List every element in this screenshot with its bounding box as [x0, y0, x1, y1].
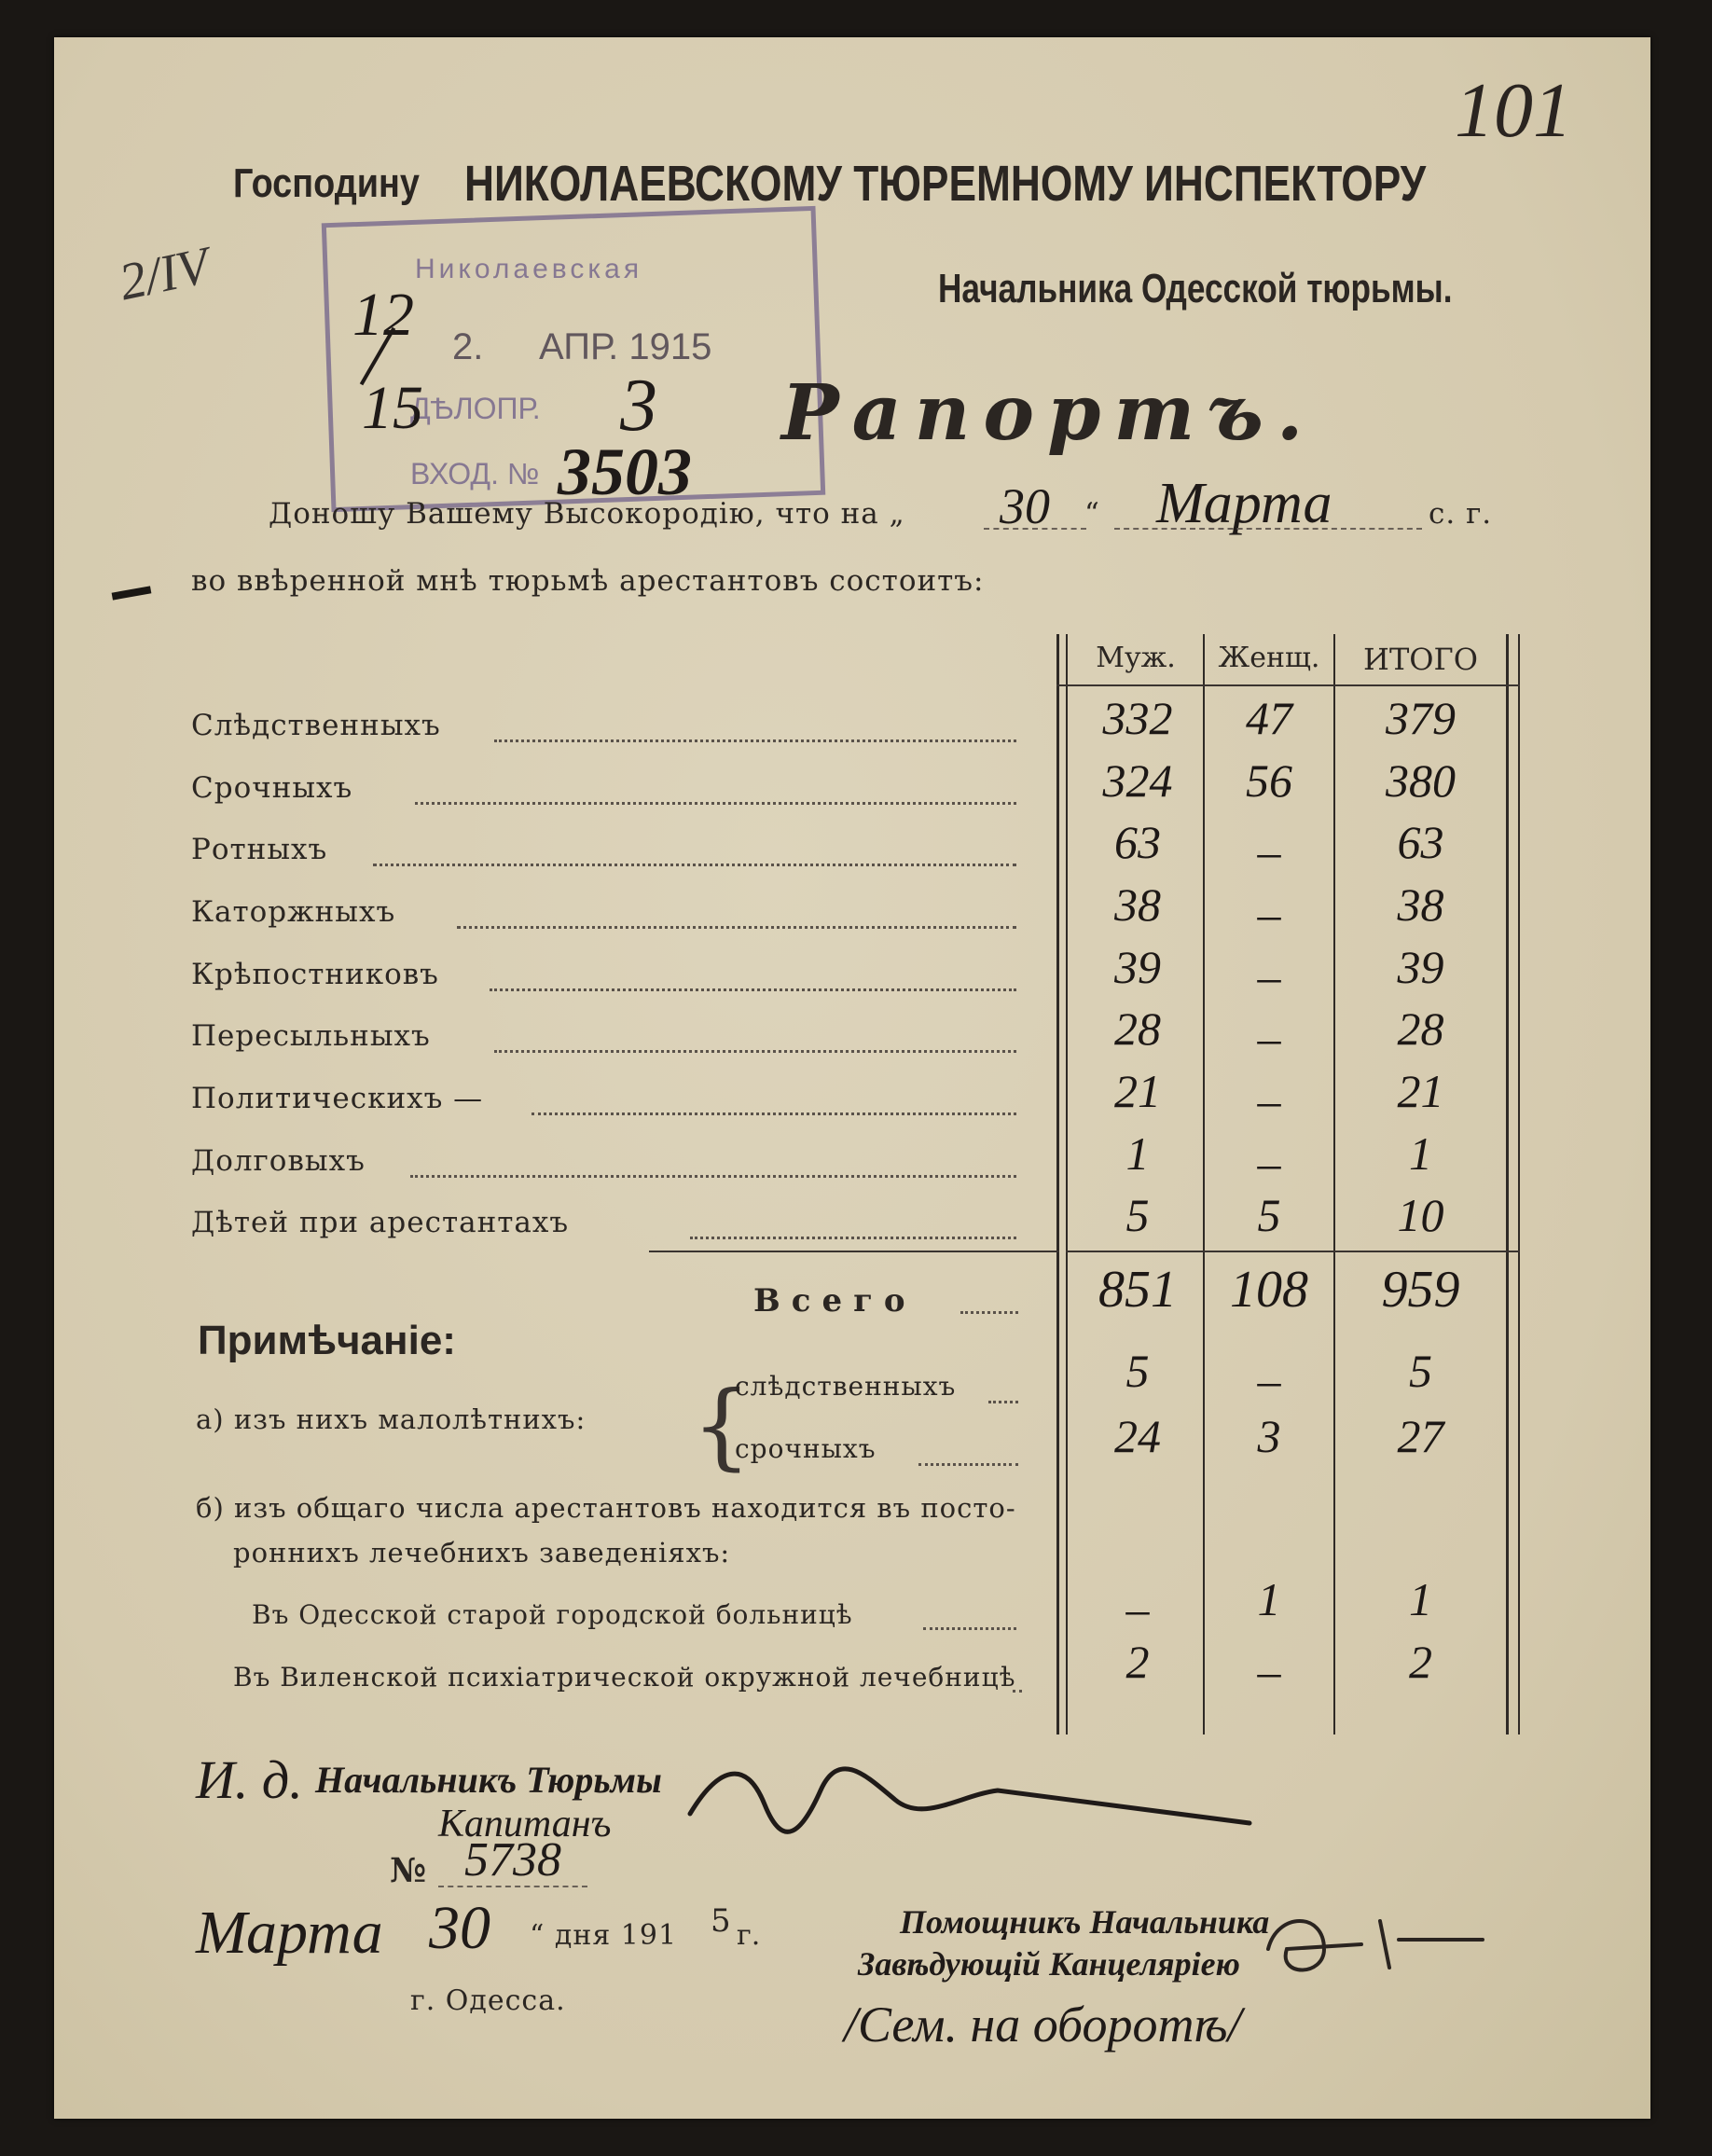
row-label: Долговыхъ: [191, 1144, 366, 1178]
cell-total: 380: [1386, 754, 1456, 807]
document-heading: Рапортъ.: [781, 368, 1317, 458]
row-label: Въ Одесской старой городской больницѣ: [252, 1599, 853, 1630]
stamp-fraction-top: 12: [352, 281, 414, 349]
outgoing-number-label: №: [390, 1851, 427, 1890]
city: г. Одесса.: [410, 1984, 566, 2017]
table-total-rule: [649, 1251, 1059, 1252]
date-rest: “ дня 191: [530, 1919, 678, 1952]
row-label: Ротныхъ: [191, 833, 328, 866]
cell-men: 1: [1125, 1127, 1150, 1180]
notes-b-line2: роннихъ лечебнихъ заведеніяхъ:: [233, 1537, 731, 1569]
notes-a-label: а) изъ нихъ малолѣтнихъ:: [196, 1403, 587, 1435]
cell-total: 1: [1409, 1127, 1432, 1180]
signature-acting: И. д.: [196, 1749, 303, 1810]
leader-dots: [494, 1050, 1016, 1053]
assistant-line1: Помощникъ Начальника: [900, 1903, 1270, 1941]
intro-day-line: [984, 528, 1086, 530]
header-total: ИТОГО: [1363, 642, 1478, 677]
intro-year: с. г.: [1429, 497, 1493, 531]
cell-men: 28: [1114, 1002, 1161, 1055]
cell-women: –: [1257, 1074, 1281, 1126]
intro-quote-close: “: [1084, 497, 1100, 531]
cell-men: 21: [1114, 1065, 1161, 1117]
cell-total: 21: [1397, 1065, 1444, 1117]
date-month: Марта: [196, 1899, 383, 1967]
date-suffix: г.: [737, 1919, 761, 1952]
cell-women: 3: [1257, 1410, 1281, 1462]
addressee-prefix: Господину: [233, 160, 420, 206]
sender-line: Начальника Одесской тюрьмы.: [938, 266, 1453, 311]
cell-women: 5: [1257, 1189, 1281, 1241]
leader-dots: [410, 1175, 1016, 1178]
cell-total: 959: [1381, 1261, 1460, 1319]
stamp-date-day: 2.: [452, 326, 484, 367]
intro-month-line: [1114, 528, 1422, 530]
intro-line2: во ввѣренной мнѣ тюрьмѣ арестантовъ состоитъ:: [191, 564, 985, 598]
page-number: 101: [1455, 67, 1572, 154]
cell-women: –: [1257, 1012, 1281, 1064]
cell-total: 10: [1397, 1189, 1444, 1241]
leader-dots: [494, 739, 1016, 742]
leader-dots: [988, 1401, 1018, 1403]
cell-men: 2: [1125, 1636, 1150, 1688]
leader-dots: [457, 926, 1016, 929]
cell-men: 38: [1114, 878, 1161, 931]
intro-line1-start: Доношу Вашему Высокородію, что на „: [269, 497, 905, 531]
date-year-digit: 5: [711, 1902, 731, 1940]
table-header-rule: [1056, 684, 1520, 686]
row-label: Дѣтей при арестантахъ: [191, 1206, 570, 1239]
cell-women: 47: [1246, 692, 1292, 744]
cell-total: 38: [1397, 878, 1444, 931]
see-reverse-note: /Сем. на оборотѣ/: [844, 1997, 1242, 2052]
row-label: срочныхъ: [735, 1433, 877, 1464]
table-rule: [1518, 634, 1520, 1734]
table-total-rule: [1066, 1251, 1520, 1252]
cell-women: 1: [1257, 1573, 1281, 1625]
leader-dots: [960, 1311, 1018, 1314]
row-label: слѣдственныхъ: [735, 1371, 957, 1402]
table-rule: [1506, 634, 1509, 1734]
cell-women: –: [1257, 825, 1281, 878]
stamp-hand-entry: 3503: [558, 435, 692, 509]
margin-note: 2/IV: [114, 236, 214, 312]
assistant-signature-mark: [1249, 1893, 1492, 1996]
cell-total: 5: [1409, 1345, 1432, 1397]
signature-title: Начальникъ Тюрьмы: [315, 1759, 662, 1801]
stamp-hand-number: 3: [620, 365, 657, 447]
leader-dots: [532, 1113, 1016, 1115]
row-label: Крѣпостниковъ: [191, 958, 439, 991]
cell-total: 27: [1397, 1410, 1444, 1462]
row-label: Политическихъ —: [191, 1082, 484, 1115]
cell-women: –: [1257, 1645, 1281, 1697]
row-label: Срочныхъ: [191, 771, 353, 805]
cell-total: 28: [1397, 1002, 1444, 1055]
header-men: Муж.: [1096, 642, 1176, 674]
cell-total: 63: [1397, 816, 1444, 868]
row-label: Каторжныхъ: [191, 895, 396, 929]
row-label: Слѣдственныхъ: [191, 709, 441, 742]
cell-men: 5: [1125, 1189, 1150, 1241]
cell-men: 63: [1114, 816, 1161, 868]
assistant-line2: Завѣдующій Канцеляріею: [858, 1945, 1240, 1983]
leader-dots: [490, 988, 1016, 991]
stamp-date: АПР. 1915: [539, 326, 712, 367]
intro-day: 30: [1000, 478, 1050, 534]
cell-men: 324: [1102, 754, 1173, 807]
notes-b-line1: б) изъ общаго числа арестантовъ находится въ посто-: [196, 1492, 1016, 1524]
cell-women: 108: [1230, 1261, 1308, 1319]
notes-brace: {: [692, 1371, 752, 1480]
cell-total: 2: [1409, 1636, 1432, 1688]
cell-women: –: [1257, 888, 1281, 940]
date-day: 30: [429, 1894, 490, 1962]
intro-month: Марта: [1156, 472, 1332, 535]
leader-dots: [373, 864, 1016, 866]
cell-women: –: [1257, 1137, 1281, 1189]
signature-mark: [681, 1748, 1259, 1851]
cell-men: 24: [1114, 1410, 1161, 1462]
leader-dots: [690, 1237, 1016, 1239]
stamp-line3: ДѢЛОПР.: [410, 392, 541, 425]
cell-men: 5: [1125, 1345, 1150, 1397]
cell-men: –: [1125, 1582, 1150, 1635]
stamp-fraction-bottom: 15: [362, 374, 423, 442]
leader-dots: [923, 1627, 1016, 1630]
notes-heading: Примѣчаніе:: [198, 1318, 456, 1363]
cell-total: 379: [1386, 692, 1456, 744]
header-women: Женщ.: [1218, 642, 1320, 674]
cell-total: 39: [1397, 941, 1444, 993]
leader-dots: [415, 802, 1016, 805]
addressee-title: НИКОЛАЕВСКОМУ ТЮРЕМНОМУ ИНСПЕКТОРУ: [464, 156, 1427, 212]
cell-women: 56: [1246, 754, 1292, 807]
cell-women: –: [1257, 950, 1281, 1002]
cell-men: 851: [1098, 1261, 1177, 1319]
leader-dots: [918, 1463, 1018, 1466]
row-label: Въ Виленской психіатрической окружной лечебницѣ: [233, 1662, 1016, 1693]
outgoing-number-line: [438, 1886, 587, 1887]
cell-total: 1: [1409, 1573, 1432, 1625]
outgoing-number: 5738: [464, 1833, 561, 1886]
table-rule: [1056, 634, 1059, 1734]
cell-women: –: [1257, 1354, 1281, 1406]
stamp-line4: ВХОД. №: [410, 457, 540, 491]
row-label: Пересыльныхъ: [191, 1019, 431, 1053]
stamp-line1: Николаевская: [415, 254, 643, 284]
table-rule: [1066, 634, 1068, 1734]
cell-men: 39: [1114, 941, 1161, 993]
cell-men: 332: [1102, 692, 1173, 744]
total-label: Всего: [753, 1282, 917, 1320]
signature-rank: Капитанъ: [438, 1803, 612, 1845]
leader-dots: [1013, 1690, 1022, 1693]
